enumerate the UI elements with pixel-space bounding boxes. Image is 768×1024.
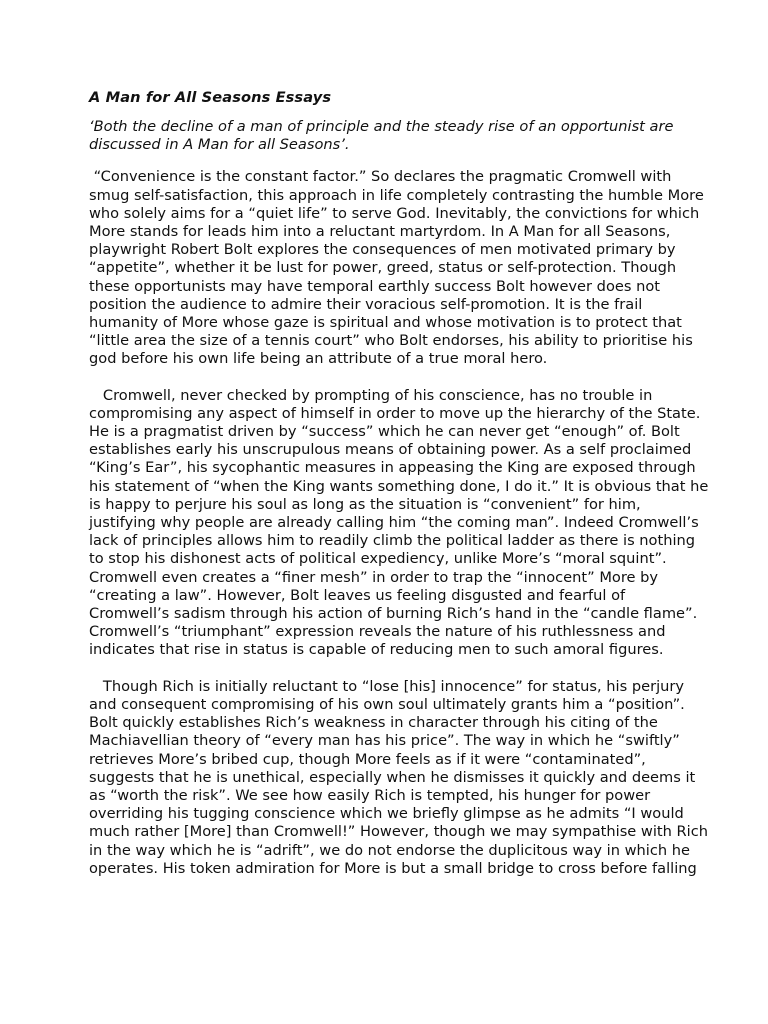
text-line: god before his own life being an attribute of a true moral hero. bbox=[89, 350, 548, 368]
text-line: suggests that he is unethical, especially when he dismisses it quickly and deems it bbox=[89, 768, 696, 786]
paragraph-cromwell bbox=[89, 386, 709, 660]
text-line: Cromwell, never checked by prompting of his conscience, has no trouble in bbox=[89, 386, 653, 404]
text-line: Cromwell’s sadism through his action of burning Rich’s hand in the “candle flame”. bbox=[89, 605, 698, 623]
text-line: in the way which he is “adrift”, we do not endorse the duplicitous way in which he bbox=[89, 841, 691, 859]
text-line: who solely aims for a “quiet life” to serve God. Inevitably, the convictions for which bbox=[89, 204, 700, 222]
text-line: compromising any aspect of himself in order to move up the hierarchy of the State. bbox=[89, 404, 701, 422]
text-line: indicates that rise in status is capable of reducing men to such amoral figures. bbox=[89, 641, 664, 659]
text-line: to stop his dishonest acts of political expediency, unlike More’s “moral squint”. bbox=[89, 550, 667, 568]
text-line: justifying why people are already calling him “the coming man”. Indeed Cromwell’s bbox=[89, 514, 699, 532]
text-line: smug self-satisfaction, this approach in life completely contrasting the humble More bbox=[89, 186, 704, 204]
essay-page bbox=[89, 88, 709, 896]
prompt-line: ‘Both the decline of a man of principle and the steady rise of an opportunist are bbox=[89, 118, 674, 135]
text-line: Machiavellian theory of “every man has his price”. The way in which he “swiftly” bbox=[89, 732, 680, 750]
text-line: as “worth the risk”. We see how easily Rich is tempted, his hunger for power bbox=[89, 786, 651, 804]
text-line: playwright Robert Bolt explores the consequences of men motivated primary by bbox=[89, 241, 676, 259]
text-line: establishes early his unscrupulous means of obtaining power. As a self proclaimed bbox=[89, 441, 692, 459]
text-line: Cromwell’s “triumphant” expression reveals the nature of his ruthlessness and bbox=[89, 623, 666, 641]
text-line: He is a pragmatist driven by “success” which he can never get “enough” of. Bolt bbox=[89, 423, 680, 441]
text-line: these opportunists may have temporal earthly success Bolt however does not bbox=[89, 277, 660, 295]
text-line: More stands for leads him into a reluctant martyrdom. In A Man for all Seasons, bbox=[89, 223, 671, 241]
text-line: position the audience to admire their voracious self-promotion. It is the frail bbox=[89, 295, 643, 313]
text-line: much rather [More] than Cromwell!” However, though we may sympathise with Rich bbox=[89, 823, 708, 841]
text-line: Bolt quickly establishes Rich’s weakness in character through his citing of the bbox=[89, 714, 658, 732]
text-line: “little area the size of a tennis court” who Bolt endorses, his ability to prioritise his bbox=[89, 332, 693, 350]
paragraph-rich bbox=[89, 677, 708, 878]
text-line: operates. His token admiration for More is but a small bridge to cross before falling bbox=[89, 859, 697, 877]
text-line: his statement of “when the King wants something done, I do it.” It is obvious that he bbox=[89, 477, 709, 495]
text-line: overriding his tugging conscience which we briefly glimpse as he admits “I would bbox=[89, 805, 684, 823]
text-line: retrieves More’s bribed cup, though More feels as if it were “contaminated”, bbox=[89, 750, 646, 768]
text-line: “appetite”, whether it be lust for power, greed, status or self-protection. Though bbox=[89, 259, 677, 277]
text-line: “creating a law”. However, Bolt leaves us feeling disgusted and fearful of bbox=[89, 586, 626, 604]
essay-title: A Man for All Seasons Essays bbox=[89, 89, 332, 106]
text-line: “Convenience is the constant factor.” So declares the pragmatic Cromwell with bbox=[89, 168, 672, 186]
text-line: “King’s Ear”, his sycophantic measures in appeasing the King are exposed through bbox=[89, 459, 696, 477]
text-line: lack of principles allows him to readily climb the political ladder as there is nothing bbox=[89, 532, 696, 550]
text-line: humanity of More whose gaze is spiritual and whose motivation is to protect that bbox=[89, 314, 682, 332]
essay-prompt bbox=[89, 118, 689, 154]
paragraph-intro bbox=[89, 168, 704, 368]
prompt-line: discussed in A Man for all Seasons’. bbox=[89, 136, 350, 154]
text-line: is happy to perjure his soul as long as the situation is “convenient” for him, bbox=[89, 495, 641, 513]
text-line: Cromwell even creates a “finer mesh” in order to trap the “innocent” More by bbox=[89, 568, 659, 586]
text-line: and consequent compromising of his own soul ultimately grants him a “position”. bbox=[89, 695, 685, 713]
text-line: Though Rich is initially reluctant to “lose [his] innocence” for status, his perjury bbox=[89, 677, 685, 695]
